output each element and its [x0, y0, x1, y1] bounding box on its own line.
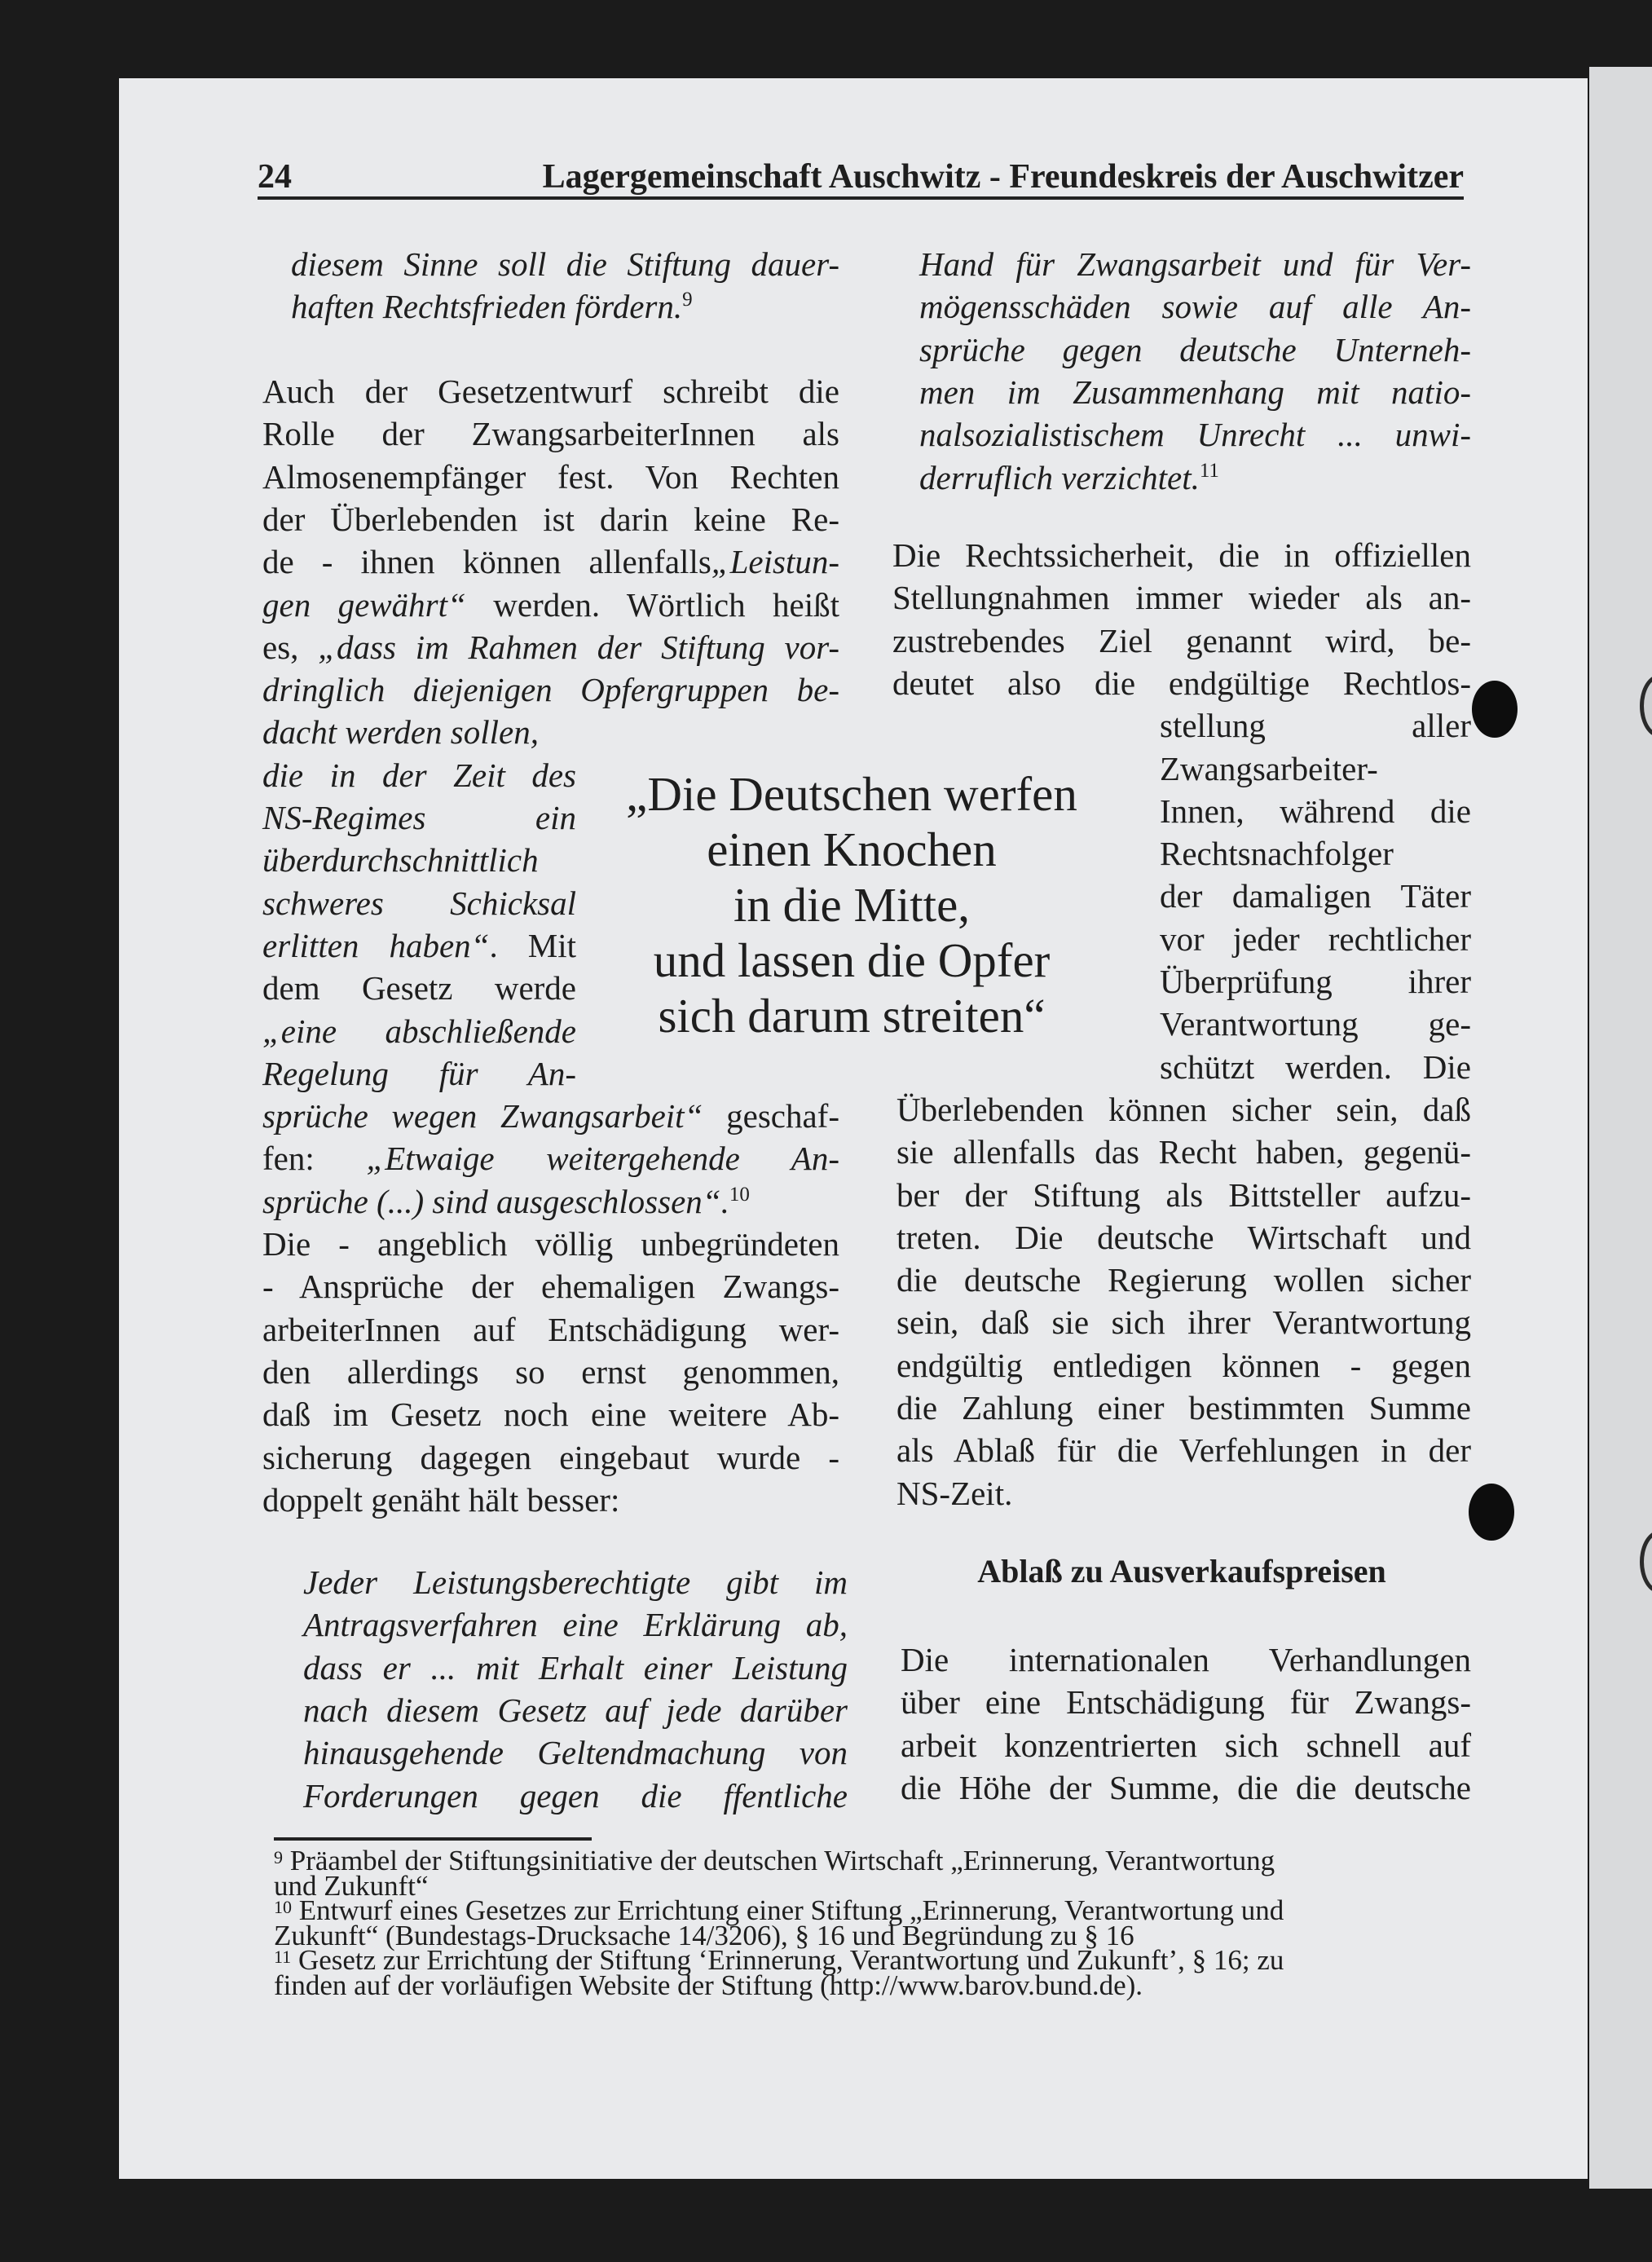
text-line	[262, 370, 839, 412]
text-line	[262, 882, 576, 924]
text-run: nalsozialistischem Unrecht ... unwi-	[919, 416, 1471, 454]
text-run: sie allenfalls das Recht haben, gegenü-	[896, 1133, 1471, 1171]
pull-quote-line: „Die Deutschen werfen	[626, 767, 1077, 821]
text-run: Antragsverfahren eine Erklärung ab,	[303, 1606, 848, 1644]
text-run: die in der Zeit des	[262, 756, 576, 794]
text-line	[892, 620, 1471, 662]
text-line	[919, 456, 1471, 499]
text-line	[262, 1137, 839, 1180]
text-line	[1160, 747, 1471, 790]
text-line	[896, 1088, 1471, 1131]
text-run: Verantwortung ge-	[1160, 1005, 1471, 1043]
text-line	[901, 1724, 1471, 1766]
text-line	[896, 1174, 1471, 1216]
text-run: Zwangsarbeiter-	[1160, 749, 1378, 787]
text-run: diesem Sinne soll die Stiftung dauer-	[291, 245, 839, 283]
text-run: doppelt genäht hält besser:	[262, 1480, 620, 1519]
text-line	[1160, 960, 1471, 1003]
text-line	[262, 668, 839, 711]
text-run: den allerdings so ernst genommen,	[262, 1352, 839, 1391]
text-run: über eine Entschädigung für Zwangs-	[901, 1683, 1471, 1722]
text-line	[262, 1010, 576, 1052]
text-line	[262, 1265, 839, 1307]
text-line	[892, 662, 1471, 704]
text-line	[262, 967, 576, 1009]
text-run: der damaligen Täter	[1160, 877, 1471, 915]
text-run: deutet also die endgültige Rechtlos-	[892, 664, 1471, 702]
text-run: . Mit	[489, 926, 576, 964]
text-line	[896, 1131, 1471, 1173]
text-run: NS-Zeit.	[896, 1474, 1013, 1512]
section-heading: Ablaß zu Ausverkaufspreisen	[977, 1553, 1386, 1590]
text-run: arbeiterInnen auf Entschädigung wer-	[262, 1310, 839, 1348]
text-line	[896, 1259, 1471, 1301]
text-line	[303, 1731, 848, 1774]
footnote-divider	[274, 1837, 592, 1841]
text-line	[919, 413, 1471, 456]
text-run: schweres Schicksal	[262, 884, 576, 922]
text-line	[262, 1180, 839, 1223]
binder-hole-icon	[1640, 674, 1652, 738]
text-run: Regelung für An-	[262, 1054, 576, 1092]
text-run: gen gewährt“	[262, 585, 466, 624]
text-line	[262, 1223, 839, 1265]
footnote-ref: 9	[682, 289, 693, 311]
text-line	[896, 1344, 1471, 1387]
text-run: Überprüfung ihrer	[1160, 963, 1471, 1000]
text-line	[1160, 1046, 1471, 1088]
text-run: die deutsche Regierung wollen sicher	[896, 1261, 1471, 1299]
text-run: sicherung dagegen eingebaut wurde -	[262, 1438, 839, 1476]
text-run: der Überlebenden ist darin keine Re-	[262, 500, 839, 538]
text-line	[262, 456, 839, 498]
footnote-text: Entwurf eines Gesetzes zur Errichtung einer Stiftung „Erinnerung, Verantwortung und	[298, 1894, 1284, 1926]
text-run: dringlich diejenigen Opfergruppen be-	[262, 671, 839, 709]
text-run: Überlebenden können sicher sein, daß	[896, 1090, 1471, 1128]
text-line	[896, 1301, 1471, 1343]
text-run: hinausgehende Geltendmachung von	[303, 1734, 848, 1772]
footnote-line	[274, 1969, 1472, 2001]
text-run: die Höhe der Summe, die die deutsche	[901, 1768, 1471, 1806]
text-run: überdurchschnittlich	[262, 841, 539, 880]
text-line	[262, 1052, 576, 1095]
text-line	[262, 1393, 839, 1435]
text-run: dem Gesetz werde	[262, 969, 576, 1008]
text-run: - Ansprüche der ehemaligen Zwangs-	[262, 1268, 839, 1306]
text-run: nach diesem Gesetz auf jede darüber	[303, 1691, 848, 1729]
text-run: „Etwaige weitergehende An-	[366, 1140, 839, 1178]
punch-hole-icon	[1469, 1484, 1514, 1541]
footnote-ref: 10	[729, 1183, 750, 1206]
footnote-text: Präambel der Stiftungsinitiative der deutschen Wirtschaft „Erinnerung, Verantwortung	[289, 1845, 1275, 1876]
text-run: fen:	[262, 1140, 367, 1178]
text-line	[901, 1638, 1471, 1681]
text-line	[1160, 832, 1471, 875]
text-line	[303, 1561, 848, 1603]
text-run: Hand für Zwangsarbeit und für Ver-	[919, 245, 1471, 283]
text-run: daß im Gesetz noch eine weitere Ab-	[262, 1396, 839, 1434]
pull-quote-line: sich darum streiten“	[658, 989, 1046, 1043]
text-run: Almosenempfänger fest. Von Rechten	[262, 457, 839, 496]
text-line	[901, 1681, 1471, 1723]
text-run: schützt werden. Die	[1160, 1047, 1471, 1086]
footnote-ref: 11	[1199, 459, 1219, 482]
text-line	[262, 1436, 839, 1479]
footnote-text: finden auf der vorläufigen Website der Stiftung (http://www.barov.bund.de).	[274, 1969, 1143, 2001]
text-line	[262, 626, 839, 668]
text-line	[291, 285, 839, 328]
text-line	[262, 711, 839, 753]
text-run: stellung aller	[1160, 707, 1471, 745]
text-line	[896, 1216, 1471, 1259]
footnote-text: und Zukunft“	[274, 1869, 429, 1902]
text-run: es,	[262, 628, 319, 666]
text-run: Auch der Gesetzentwurf schreibt die	[262, 373, 839, 410]
text-line	[262, 1351, 839, 1393]
text-line	[303, 1647, 848, 1689]
page-number: 24	[258, 158, 292, 196]
text-line	[901, 1766, 1471, 1809]
text-line	[303, 1689, 848, 1731]
text-line	[892, 576, 1471, 619]
text-run: Die Rechtssicherheit, die in offiziellen	[892, 536, 1471, 574]
pull-quote-line: in die Mitte,	[733, 878, 971, 932]
text-run: „eine abschließende	[262, 1012, 576, 1050]
text-line	[262, 839, 576, 881]
text-line	[896, 1429, 1471, 1471]
text-line	[291, 243, 839, 285]
text-line	[1160, 1003, 1471, 1045]
text-run: Rolle der ZwangsarbeiterInnen als	[262, 415, 839, 453]
text-run: „dass im Rahmen der Stiftung vor-	[318, 628, 839, 666]
text-line	[919, 243, 1471, 285]
text-run: Innen, während die	[1160, 791, 1471, 830]
footnote-number: 9	[274, 1847, 283, 1867]
page-header	[258, 149, 1464, 200]
text-line	[1160, 875, 1471, 917]
text-run: de - ihnen können allenfalls	[262, 543, 711, 581]
text-line	[262, 498, 839, 540]
text-line	[262, 540, 839, 583]
text-line	[896, 1472, 1471, 1515]
text-run: „Leistun-	[711, 543, 839, 581]
text-run: treten. Die deutsche Wirtschaft und	[896, 1218, 1471, 1256]
text-run: dacht werden sollen,	[262, 713, 539, 752]
text-run: vor jeder rechtlicher	[1160, 919, 1471, 958]
text-run: die Zahlung einer bestimmten Summe	[896, 1389, 1471, 1426]
text-run: werden. Wörtlich heißt	[465, 585, 839, 624]
footnote-text: Zukunft“ (Bundestags-Drucksache 14/3206), § 16 und Begründung zu § 16	[274, 1919, 1134, 1951]
text-run: derruflich verzichtet.	[919, 458, 1200, 496]
text-run: NS-Regimes ein	[262, 799, 576, 836]
text-line	[262, 924, 576, 967]
text-run: sprüche wegen Zwangsarbeit“	[262, 1097, 703, 1135]
text-run: sein, daß sie sich ihrer Verantwortung	[896, 1303, 1471, 1342]
text-run: als Ablaß für die Verfehlungen in der	[896, 1431, 1471, 1470]
footnote-line	[274, 1845, 1472, 1876]
text-run: zustrebendes Ziel genannt wird, be-	[892, 621, 1471, 659]
text-line	[1160, 704, 1471, 747]
adjacent-page-edge	[1589, 67, 1652, 2189]
text-run: arbeit konzentrierten sich schnell auf	[901, 1726, 1471, 1764]
text-line	[919, 328, 1471, 371]
text-line	[896, 1387, 1471, 1429]
binder-hole-icon	[1640, 1530, 1652, 1594]
pull-quote	[607, 766, 1096, 1043]
text-run: Jeder Leistungsberechtigte gibt im	[303, 1563, 848, 1601]
text-line	[303, 1775, 848, 1817]
pull-quote-line: einen Knochen	[707, 822, 997, 876]
text-line	[919, 371, 1471, 413]
footnote-number: 11	[274, 1947, 292, 1967]
text-line	[1160, 918, 1471, 960]
text-line	[262, 1308, 839, 1351]
text-line	[892, 534, 1471, 576]
text-run: Forderungen gegen die ffentliche	[303, 1776, 848, 1814]
punch-hole-icon	[1472, 681, 1518, 738]
text-run: men im Zusammenhang mit natio-	[919, 373, 1471, 411]
running-head: Lagergemeinschaft Auschwitz - Freundeskreis der Auschwitzer	[542, 158, 1464, 196]
text-run: sprüche gegen deutsche Unterneh-	[919, 330, 1471, 368]
text-line	[1160, 790, 1471, 832]
pull-quote-line: und lassen die Opfer	[653, 933, 1051, 987]
text-run: endgültig entledigen können - gegen	[896, 1346, 1471, 1384]
text-line	[262, 1095, 839, 1137]
text-line	[262, 584, 839, 626]
text-line	[262, 754, 576, 796]
text-run: Rechtsnachfolger	[1160, 835, 1394, 873]
text-run: dass er ... mit Erhalt einer Leistung	[303, 1648, 848, 1687]
text-run: geschaf-	[703, 1097, 839, 1135]
text-run: erlitten haben“	[262, 926, 490, 964]
text-line	[303, 1603, 848, 1646]
text-line	[919, 285, 1471, 328]
text-run: ber der Stiftung als Bittsteller aufzu-	[896, 1175, 1471, 1214]
text-line	[262, 796, 576, 839]
text-run: sprüche (...) sind ausgeschlossen“.	[262, 1182, 729, 1220]
footnote-number: 10	[274, 1897, 292, 1917]
text-run: Die internationalen Verhandlungen	[901, 1641, 1471, 1678]
text-line	[262, 1479, 839, 1521]
text-run: Die - angeblich völlig unbegründeten	[262, 1225, 839, 1263]
text-run: haften Rechtsfrieden fördern.	[291, 288, 683, 325]
text-run: mögensschäden sowie auf alle An-	[919, 288, 1471, 326]
footnote-text: Gesetz zur Errichtung der Stiftung ‘Erinnerung, Verantwortung und Zukunft’, § 16; zu	[297, 1944, 1284, 1976]
text-line	[262, 412, 839, 455]
text-run: Stellungnahmen immer wieder als an-	[892, 579, 1471, 617]
